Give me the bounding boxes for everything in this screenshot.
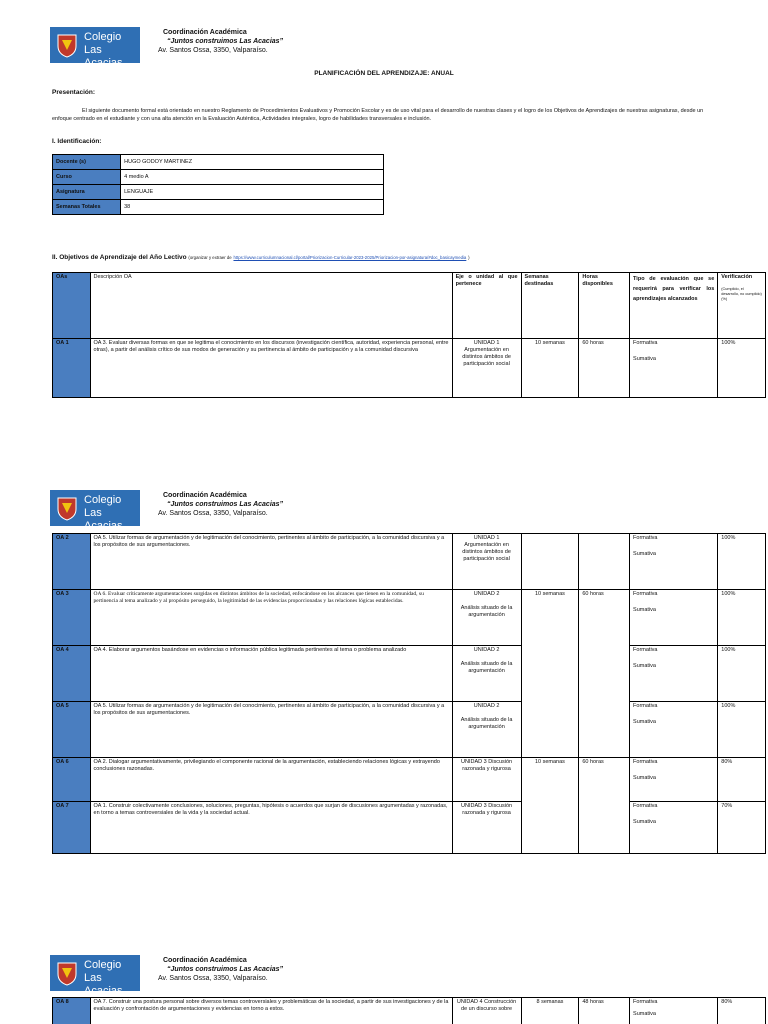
oa-unit: UNIDAD 1 Argumentación en distintos ámbitos de participación social xyxy=(452,534,521,590)
school-logo xyxy=(50,490,140,532)
logo-line-2: Las Acacias xyxy=(84,44,123,69)
crest-icon xyxy=(56,495,78,521)
oa-weeks: 10 semanas xyxy=(521,758,579,854)
oa-unit xyxy=(452,590,521,646)
objectives-note: (organizar y extraer de xyxy=(188,255,232,260)
presentation-heading: Presentación: xyxy=(52,89,95,96)
col-hours: Horas disponibles xyxy=(579,273,630,339)
oa-code: OA 5 xyxy=(53,702,91,758)
curriculum-link[interactable]: https://www.curriculumnacional.cl/portal/Priorizacion-Curricular-2023-2025/Priorizacion-por-asignatura/#doc_basicaymedia xyxy=(233,255,467,260)
logo-line-2: Las Acacias xyxy=(84,972,123,997)
oa-eval xyxy=(630,802,718,854)
header-title: Coordinación Académica xyxy=(163,492,247,499)
eval-formativa: Formativa xyxy=(633,759,658,765)
eval-formativa: Formativa xyxy=(633,703,658,709)
oa-verification: 80% xyxy=(718,758,766,802)
oa-unit xyxy=(452,702,521,758)
table-row xyxy=(53,200,384,215)
oa-code: OA 7 xyxy=(53,802,91,854)
crest-icon xyxy=(56,960,78,986)
unit-name: Análisis situado de la argumentación xyxy=(460,605,513,618)
identification-table xyxy=(52,154,384,215)
col-weeks: Semanas destinadas xyxy=(521,273,579,339)
table-row xyxy=(53,170,384,185)
eval-formativa: Formativa xyxy=(633,591,658,597)
col-eval: Tipo de evaluación que se requerirá para verificar los aprendizajes alcanzados xyxy=(630,273,718,339)
oa-unit: UNIDAD 3 Discusión razonada y rigurosa xyxy=(452,802,521,854)
id-key: Semanas Totales xyxy=(53,200,121,215)
oa-code: OA 6 xyxy=(53,758,91,802)
id-key: Asignatura xyxy=(53,185,121,200)
header-address: Av. Santos Ossa, 3350, Valparaíso. xyxy=(158,510,268,517)
header-address: Av. Santos Ossa, 3350, Valparaíso. xyxy=(158,47,268,54)
eval-formativa: Formativa xyxy=(633,803,658,809)
oa-unit: UNIDAD 1 Argumentación en distintos ámbitos de participación social xyxy=(452,339,521,398)
oa-code: OA 2 xyxy=(53,534,91,590)
table-row xyxy=(53,339,766,398)
table-row xyxy=(53,646,766,702)
school-logo xyxy=(50,955,140,997)
page-title: PLANIFICACIÓN DEL APRENDIZAJE: ANUAL xyxy=(314,70,454,77)
objectives-table-continued xyxy=(52,533,766,854)
oa-hours: 60 horas xyxy=(579,758,630,854)
eval-formativa: Formativa xyxy=(633,647,658,653)
table-header-row xyxy=(53,273,766,339)
col-oa: OAs xyxy=(53,273,91,339)
eval-sumativa: Sumativa xyxy=(633,775,656,781)
eval-sumativa: Sumativa xyxy=(633,819,656,825)
document-header xyxy=(50,955,350,997)
oa-description: OA 5. Utilizar formas de argumentación y de legitimación del conocimiento, pertinentes al ámbito de participación, a la comunidad discursiva y a los propósitos de sus argumentaciones. xyxy=(90,534,452,590)
objectives-title: II. Objetivos de Aprendizaje del Año Lectivo xyxy=(52,254,187,261)
id-key: Docente (s) xyxy=(53,155,121,170)
eval-formativa: Formativa xyxy=(633,999,658,1005)
oa-unit: UNIDAD 3 Discusión razonada y rigurosa xyxy=(452,758,521,802)
oa-code: OA 3 xyxy=(53,590,91,646)
oa-eval xyxy=(630,534,718,590)
oa-description: OA 3. Evaluar diversas formas en que se legitima el conocimiento en los discursos (investigación científica, autoridad, experiencia personal, entre otras), a partir del análisis crítico de sus modos de generación y su pertinencia al ámbito de participación y a la comunidad discursiva xyxy=(90,339,452,398)
oa-code: OA 8 xyxy=(53,998,91,1024)
unit-label: UNIDAD 2 xyxy=(473,591,500,597)
header-title: Coordinación Académica xyxy=(163,29,247,36)
oa-description: OA 6. Evaluar críticamente argumentaciones surgidas en distintos ámbitos de la sociedad, enfocándose en los alcances que tienen en la comunidad, su pertinencia al tema analizado y al propósito perseguido, la legitimidad de las evidencias proporcionadas y las relaciones lógicas establecidas. xyxy=(90,590,452,646)
oa-verification: 100% xyxy=(718,590,766,646)
col-unit: Eje o unidad al que pertenece xyxy=(452,273,521,339)
oa-hours: 60 horas xyxy=(579,339,630,398)
oa-code: OA 4 xyxy=(53,646,91,702)
oa-eval xyxy=(630,590,718,646)
eval-sumativa: Sumativa xyxy=(633,1011,656,1017)
presentation-text: El siguiente documento formal está orientado en nuestro Reglamento de Procedimientos Evaluativos y Promoción Escolar y es de uso vital para el desarrollo de nuestras clases y el logro de los Objetivos de Aprendizajes de nuestras asignaturas, desde un enfoque centrado en el estudiante y con una alta atención en la Evaluación Auténtica, Actividades integrales, logro de habilidades transversales e inclusión. xyxy=(52,108,704,122)
school-logo xyxy=(50,27,140,69)
unit-label: UNIDAD 2 xyxy=(473,647,500,653)
identification-heading: I. Identificación: xyxy=(52,138,102,145)
table-row xyxy=(53,998,766,1024)
header-motto: “Juntos construimos Las Acacias” xyxy=(167,966,284,973)
oa-eval xyxy=(630,758,718,802)
eval-sumativa: Sumativa xyxy=(633,663,656,669)
logo-line-1: Colegio xyxy=(84,494,122,506)
unit-label: UNIDAD 2 xyxy=(473,703,500,709)
oa-code: OA 1 xyxy=(53,339,91,398)
oa-verification: 70% xyxy=(718,802,766,854)
oa-hours: 60 horas xyxy=(579,590,630,758)
oa-weeks xyxy=(521,534,579,590)
document-header xyxy=(50,490,350,532)
table-row xyxy=(53,758,766,802)
eval-sumativa: Sumativa xyxy=(633,607,656,613)
objectives-heading xyxy=(52,254,470,261)
oa-description: OA 1. Construir colectivamente conclusiones, soluciones, preguntas, hipótesis o acuerdos que surjan de discusiones argumentadas y razonadas, en torno a temas controversiales de la vida y la sociedad actual. xyxy=(90,802,452,854)
header-address: Av. Santos Ossa, 3350, Valparaíso. xyxy=(158,975,268,982)
table-row xyxy=(53,702,766,758)
oa-verification: 100% xyxy=(718,339,766,398)
oa-description: OA 4. Elaborar argumentos basándose en evidencias o información pública legitimada pertinentes al tema o problema analizado xyxy=(90,646,452,702)
unit-name: Análisis situado de la argumentación xyxy=(460,717,513,730)
oa-hours xyxy=(579,534,630,590)
oa-description: OA 5. Utilizar formas de argumentación y de legitimación del conocimiento, pertinentes al ámbito de participación, a la comunidad discursiva y a los propósitos de sus argumentaciones. xyxy=(90,702,452,758)
header-motto: “Juntos construimos Las Acacias” xyxy=(167,501,284,508)
objectives-table xyxy=(52,272,766,398)
table-clip xyxy=(0,997,768,1024)
header-motto: “Juntos construimos Las Acacias” xyxy=(167,38,284,45)
oa-weeks: 10 semanas xyxy=(521,590,579,758)
oa-eval xyxy=(630,339,718,398)
eval-formativa: Formativa xyxy=(633,535,658,541)
oa-eval xyxy=(630,998,718,1024)
id-value: 4 medio A xyxy=(121,170,384,185)
logo-line-1: Colegio xyxy=(84,31,122,43)
objectives-note-end: ) xyxy=(468,255,470,260)
logo-line-1: Colegio xyxy=(84,959,122,971)
id-value: 38 xyxy=(121,200,384,215)
table-row xyxy=(53,155,384,170)
id-key: Curso xyxy=(53,170,121,185)
oa-hours: 48 horas xyxy=(579,998,630,1024)
table-row xyxy=(53,802,766,854)
logo-line-2: Las Acacias xyxy=(84,507,123,532)
header-title: Coordinación Académica xyxy=(163,957,247,964)
oa-verification: 80% xyxy=(718,998,766,1024)
table-row xyxy=(53,590,766,646)
eval-sumativa: Sumativa xyxy=(633,719,656,725)
eval-formativa: Formativa xyxy=(633,340,658,346)
eval-sumativa: Sumativa xyxy=(633,356,656,362)
oa-description: OA 7. Construir una postura personal sobre diversos temas controversiales y problemáticas de la sociedad, a partir de sus investigaciones y de la evaluación y confrontación de argumentaciones y evidencias en torno a estos. xyxy=(90,998,452,1024)
oa-verification: 100% xyxy=(718,534,766,590)
id-value: LENGUAJE xyxy=(121,185,384,200)
oa-unit xyxy=(452,646,521,702)
col-verif xyxy=(718,273,766,339)
document-header xyxy=(50,27,350,69)
col-desc: Descripción OA xyxy=(90,273,452,339)
crest-icon xyxy=(56,32,78,58)
id-value: HUGO GODOY MARTINEZ xyxy=(121,155,384,170)
table-row xyxy=(53,534,766,590)
col-verif-label: Verificación xyxy=(721,274,753,280)
oa-weeks: 8 semanas xyxy=(521,998,579,1024)
oa-verification: 100% xyxy=(718,646,766,702)
oa-eval xyxy=(630,646,718,702)
oa-verification: 100% xyxy=(718,702,766,758)
table-row xyxy=(53,185,384,200)
oa-description: OA 2. Dialogar argumentativamente, privilegiando el componente racional de la argumentación, estableciendo relaciones lógicas y extrayendo conclusiones razonadas. xyxy=(90,758,452,802)
objectives-table-continued xyxy=(52,997,766,1024)
oa-unit: UNIDAD 4 Construcción de un discurso sobre xyxy=(452,998,521,1024)
oa-weeks: 10 semanas xyxy=(521,339,579,398)
col-verif-note: (Cumplido, el desarrollo, no cumplido) (%) xyxy=(721,287,762,301)
unit-name: Análisis situado de la argumentación xyxy=(460,661,513,674)
oa-eval xyxy=(630,702,718,758)
eval-sumativa: Sumativa xyxy=(633,551,656,557)
